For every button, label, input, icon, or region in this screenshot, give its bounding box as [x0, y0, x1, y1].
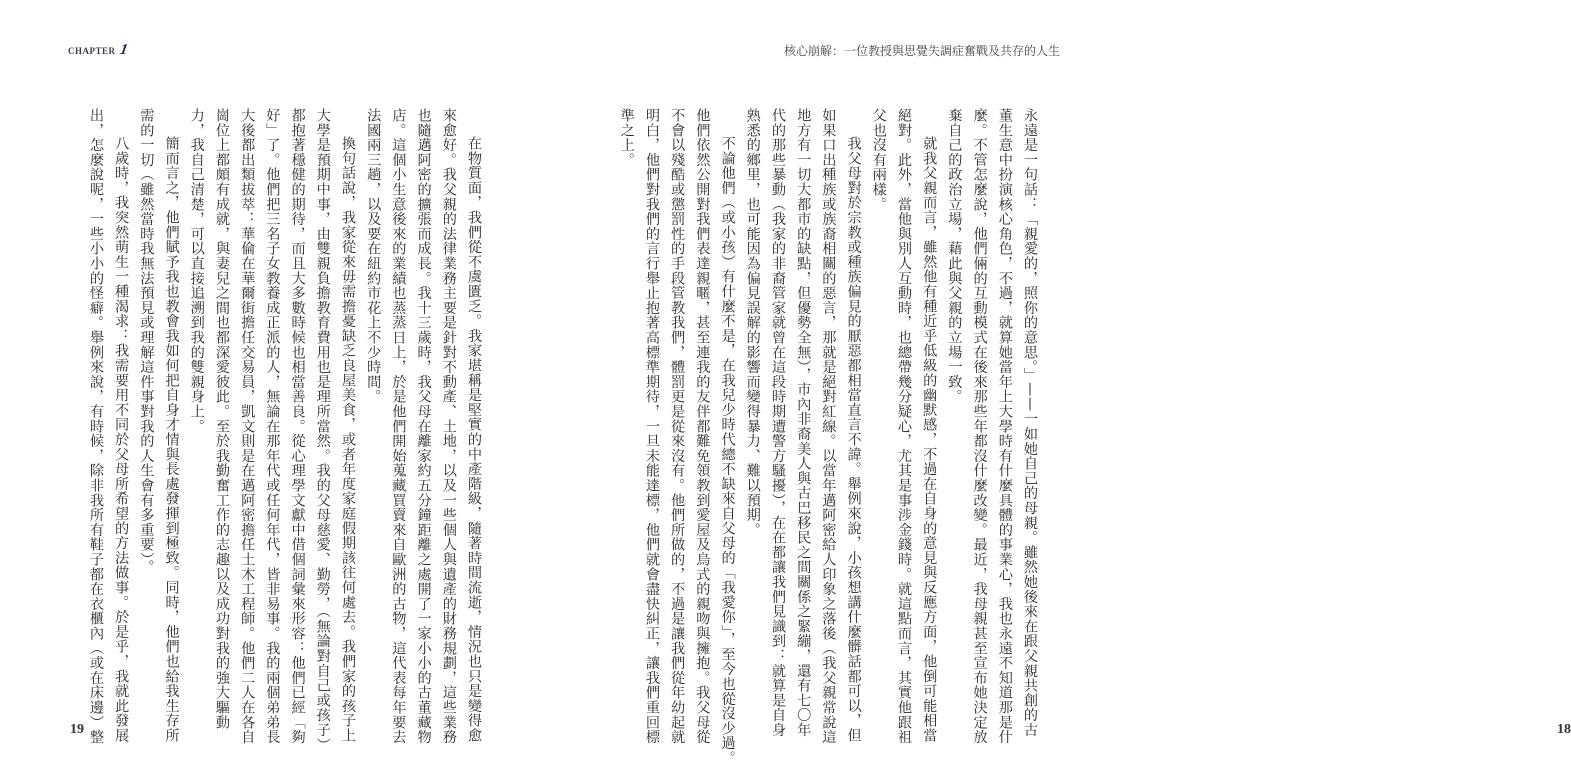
text-column: 崗位上都頗有成就，與妻兒之間也都深愛彼此。至於我勤奮工作的志趣以及成功對我的強大驅動 — [213, 108, 230, 730]
text-column: 法國兩三趟，以及要在紐約市花上不少時間。 — [365, 108, 382, 404]
text-column: 在物質面，我們從不虞匱乏。我家堪稱是堅實的中產階級，隨著時間流逝，情況也只是變得愈 — [466, 136, 482, 744]
text-column: 大後都出類拔萃：華倫在華爾街擔任交易員，凱文則是在邁阿密擔任土木工程師。他們二人在各自 — [239, 108, 256, 745]
chapter-number: 1 — [118, 42, 130, 58]
chapter-label: CHAPTER — [68, 45, 116, 56]
text-column: 明白，他們對我們的言行舉止抱著高標準期待，一旦未能達標，他們就會盡快糾正，讓我們重回標 — [643, 108, 660, 745]
text-column: 不會以殘酷或懲罰性的手段管教我們，體罰更是從來沒有。他們所做的，不過是讓我們從年幼起就 — [669, 108, 686, 745]
text-column: 準之上。 — [618, 108, 635, 168]
text-column: 大學是預期中事，由雙親負擔教育費用也是理所當然。我的父母慈愛、勤勞，（無論對自己或孩子） — [314, 108, 331, 753]
text-column: 我父母對於宗教或種族偏見的厭惡都相當直言不諱。舉例來說，小孩想講什麼髒話都可以，但 — [845, 136, 862, 744]
text-column: 力，我自己清楚，可以直接追溯到我的雙親身上。 — [188, 108, 205, 434]
text-column: 八歲時，我突然萌生一種渴求：我需要用不同於父母所希望的方法做事。於是乎，我就此發展 — [113, 136, 130, 744]
text-column: 需的一切（雖然當時我無法預見或理解這件事對我的人生會有多重要）。 — [138, 108, 155, 575]
book-title-running-head: 核心崩解：一位教授與思覺失調症奮戰及共存的人生 — [783, 44, 1060, 58]
text-column: 如果口出種族或族裔相關的惡言，那就是絕對紅線。以當年邁阿密給人印象之落後（我父親常說這 — [820, 108, 837, 745]
text-column: 他們依然公開對我們表達親暱，甚至連我的友伴都難免領教到愛屋及烏式的親吻與擁抱。我父母從 — [694, 108, 711, 745]
right-page-body-text — [618, 108, 1042, 766]
chapter-running-head — [68, 42, 128, 59]
text-column: 父也沒有兩樣。 — [870, 108, 887, 212]
text-column: 熟悉的鄉里，也可能因為偏見誤解的影響而變得暴力、難以預期。 — [744, 108, 761, 538]
text-column: 董生意中扮演核心角色，不過，就算她當年上大學時有什麼具體的事業心，我也永遠不知道那是什 — [996, 108, 1013, 745]
page-number-right: 18 — [1557, 722, 1571, 737]
text-column: 麼。不管怎麼說，他們倆的互動模式在後來那些年都沒什麼改變。最近，我母親甚至宣布她決定放 — [971, 108, 988, 745]
right-page — [550, 0, 1571, 781]
text-column: 換句話說，我家從來毋需擔憂缺乏良屋美食，或者年度家庭假期該往何處去。我們家的孩子上 — [339, 136, 356, 744]
text-column: 棄自己的政治立場，藉此與父親的立場一致。 — [946, 108, 963, 404]
text-column: 都抱著穩健的期待，而且大多數時候也相當善良。從心理學文獻中借個詞彙來形容：他們已經「夠 — [289, 108, 306, 745]
text-column: 就我父親而言，雖然他有種近乎低級的幽默感，不過在自身的意見與反應方面，他倒可能相當 — [921, 136, 938, 744]
text-column: 絕對。此外，當他與別人互動時，也總帶幾分疑心，尤其是事涉金錢時。就這點而言，其實他跟祖 — [895, 108, 912, 745]
text-column: 永遠是一句話：「親愛的，照你的意思。」——一如她自己的母親。雖然她後來在跟父親共創的古 — [1022, 108, 1038, 738]
text-column: 不論他們（或小孩）有什麼不是，在我兒少時代總不缺來自父母的「我愛你」，至今也從沒少過。 — [719, 136, 736, 766]
text-column: 簡而言之，他們賦予我也教會我如何把自身才情與長處發揮到極致。同時，他們也給我生存所 — [163, 136, 180, 744]
text-column: 地方有一切大都市的缺點，但優勢全無），市內非裔美人與古巴移民之間關係之緊繃，還有七〇年 — [795, 108, 812, 738]
text-column: 出，怎麼說呢，一些小小的怪癖。舉例來說，有時候，除非我所有鞋子都在衣櫃內（或在床邊）整 — [87, 108, 104, 745]
left-page — [0, 0, 550, 781]
text-column: 好」了。他們把三名子女教養成正派的人，無論在那年代或任何年代，皆非易事。我的兩個弟弟長 — [264, 108, 281, 745]
text-column: 代的那些暴動（我家的非裔管家就曾在這段時期遭警方騷擾），在在都讓我們見識到：就算是自身 — [769, 108, 786, 738]
text-column: 也隨邁阿密的擴張而成長。我十三歲時，我父母在離家約五分鐘距離之處開了一家小小的古董藏物 — [415, 108, 432, 745]
page-number-left: 19 — [70, 722, 84, 737]
text-column: 店。這個小生意後來的業績也蒸蒸日上，於是他們開始蒐藏買賣來自歐洲的古物，這代表每年要去 — [390, 108, 407, 745]
text-column: 來愈好。我父親的法律業務主要是針對不動產、土地，以及一些個人與遺產的財務規劃，這些業務 — [440, 108, 457, 745]
